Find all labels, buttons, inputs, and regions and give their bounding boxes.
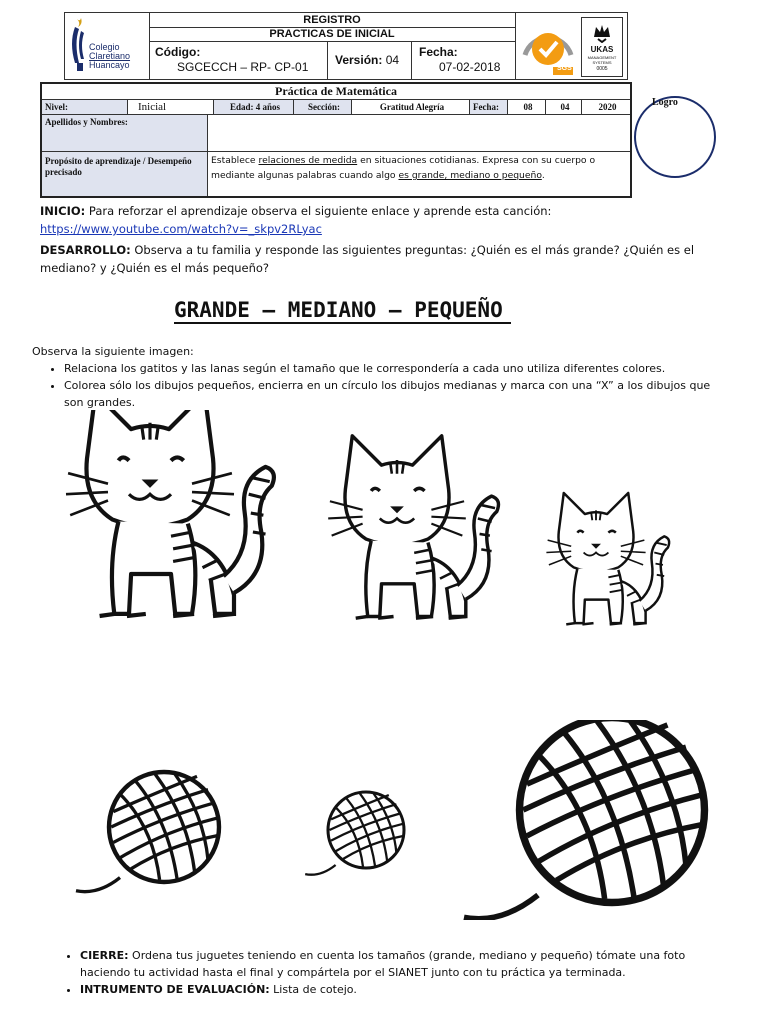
- school-logo-cell: [65, 13, 150, 79]
- codigo-label: Código:: [155, 45, 201, 59]
- apellidos-field[interactable]: [208, 115, 630, 151]
- inicio-text: Para reforzar el aprendizaje observa el siguiente enlace y aprende esta canción:: [85, 204, 552, 218]
- logro-label: Logro: [652, 97, 678, 108]
- instrumento-label: INTRUMENTO DE EVALUACIÓN:: [80, 983, 270, 996]
- proposito-u1: relaciones de medida: [258, 155, 358, 166]
- edad-label: Edad: 4 años: [214, 100, 294, 114]
- yarn-large: [464, 720, 705, 919]
- codigo-cell: [149, 42, 328, 79]
- ukas-sub: MANAGEMENT SYSTEMS: [587, 55, 617, 65]
- school-name-line-2: Claretiano: [89, 51, 131, 61]
- practice-title: Práctica de Matemática: [42, 84, 630, 100]
- closing-list: [56, 947, 720, 998]
- main-title: GRANDE – MEDIANO – PEQUEÑO: [174, 298, 511, 324]
- fecha-month: 04: [546, 100, 582, 114]
- cierre-text: Ordena tus juguetes teniendo en cuenta los tamaños (grande, mediano y pequeño) tómate una foto haciendo tu actividad hasta el final y compártela por el SIANET junto con tu práctica ya terminada.: [80, 949, 686, 979]
- proposito-u2: es grande, mediano o pequeño: [398, 170, 542, 181]
- instrumento-text: Lista de cotejo.: [269, 983, 357, 996]
- version-label: Versión:: [335, 53, 383, 67]
- apellidos-label: Apellidos y Nombres:: [42, 115, 208, 151]
- header-codes-row: [149, 42, 515, 79]
- observa-text: Observa la siguiente imagen:: [32, 345, 194, 358]
- cierre-item: [80, 947, 720, 981]
- fecha-year: 2020: [598, 102, 617, 112]
- header-center: [149, 13, 516, 79]
- logro-circle: [634, 96, 716, 178]
- practice-info-table: [40, 82, 632, 198]
- instruction-item-1: • Relaciona los gatitos y las lanas según el tamaño que le correspondería a cada uno utiliza diferentes colores.: [64, 360, 732, 377]
- certification-cell: [515, 13, 627, 79]
- proposito-text: [208, 152, 630, 196]
- proposito-row: [42, 152, 630, 196]
- nivel-label: Nivel:: [42, 100, 128, 114]
- yarn-small: [305, 792, 404, 875]
- fecha-value: 07-02-2018: [439, 60, 501, 74]
- school-name-line-3: Huancayo: [89, 60, 130, 70]
- seccion-value: Gratitud Alegría: [352, 100, 470, 114]
- proposito-t3: .: [541, 170, 545, 181]
- instrumento-item: [80, 981, 720, 998]
- desarrollo-label: DESARROLLO:: [40, 243, 131, 257]
- cats-illustration: [0, 410, 768, 650]
- fecha-label-table: Fecha:: [470, 100, 508, 114]
- inicio-label: INICIO:: [40, 204, 86, 218]
- nivel-value: Inicial: [128, 100, 214, 114]
- codigo-value: SGCECCH – RP- CP-01: [177, 60, 309, 74]
- crown-icon: [592, 21, 612, 43]
- instructions: [32, 343, 732, 411]
- ukas-badge: [581, 17, 623, 77]
- cat-medium: [328, 436, 498, 618]
- desarrollo-text: Observa a tu familia y responde las siguientes preguntas: ¿Quién es el más grande? ¿Quién es el mediano? y ¿Quién es el más pequeño?: [40, 243, 695, 275]
- school-name-line-1: Colegio: [89, 42, 120, 52]
- practicas-title: PRACTICAS DE INICIAL: [149, 27, 515, 42]
- cierre-label: CIERRE:: [80, 949, 129, 962]
- fecha-label: Fecha:: [419, 45, 458, 59]
- cat-large: [66, 410, 274, 616]
- desarrollo-section: [40, 241, 700, 277]
- version-text: [335, 53, 399, 67]
- school-name: [89, 43, 130, 70]
- version-cell: [327, 42, 412, 79]
- yarn-medium: [76, 772, 219, 892]
- yarn-illustration: [0, 720, 768, 920]
- inicio-section: [40, 202, 730, 238]
- registro-title: REGISTRO: [149, 13, 515, 28]
- proposito-t2: en situaciones cotidianas. Expresa con su cuerpo o mediante algunas palabras cuando algo: [211, 155, 596, 181]
- seccion-label: Sección:: [294, 100, 352, 114]
- document-header: [64, 12, 628, 80]
- instruction-list: [32, 360, 732, 411]
- instruction-item-2: • Colorea sólo los dibujos pequeños, encierra en un círculo los dibujos medianas y marca con una “X” a los dibujos que son grandes.: [64, 377, 732, 411]
- sgs-label: SGS: [557, 65, 572, 72]
- practice-info-row: [42, 100, 630, 115]
- apellidos-row: [42, 115, 630, 152]
- version-value: 04: [385, 53, 400, 67]
- ukas-number: 0005: [596, 66, 608, 72]
- fecha-cell: [411, 42, 515, 79]
- proposito-label: Propósito de aprendizaje / Desempeño precisado: [42, 152, 208, 196]
- fecha-day: 08: [508, 100, 546, 114]
- ukas-label: UKAS: [590, 45, 614, 54]
- cat-small: [546, 493, 669, 624]
- closing-section: [56, 947, 720, 998]
- youtube-link[interactable]: https://www.youtube.com/watch?v=_skpv2RLyac: [40, 222, 322, 236]
- proposito-t1: Establece: [211, 155, 259, 166]
